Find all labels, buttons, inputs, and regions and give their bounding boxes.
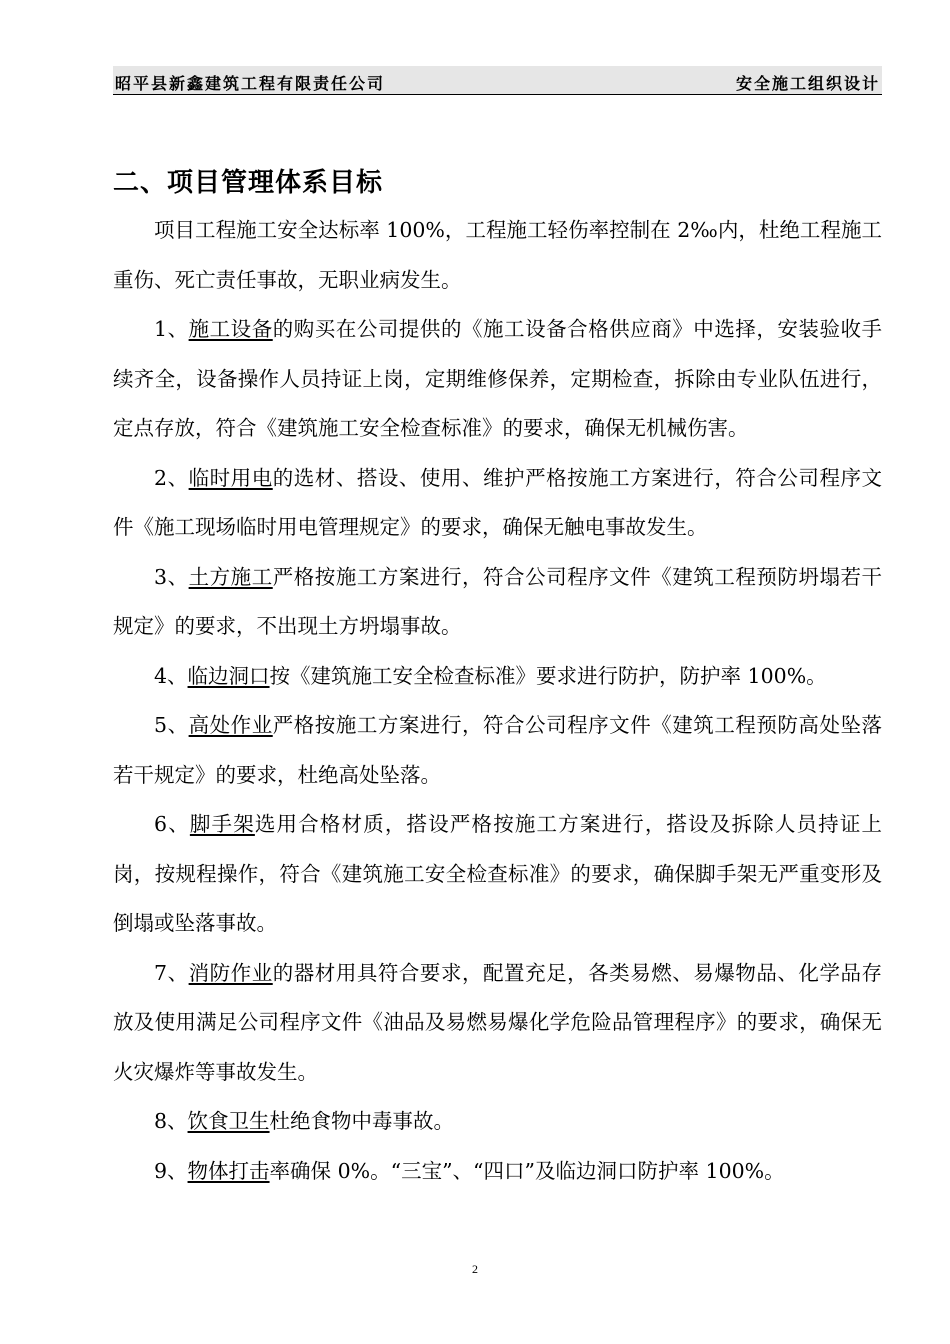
item-term: 饮食卫生 (187, 1109, 270, 1133)
item-term: 物体打击 (187, 1158, 270, 1183)
item-term: 土方施工 (188, 564, 273, 589)
item-term: 脚手架 (189, 812, 255, 836)
list-item (113, 949, 882, 1098)
item-term: 临时用电 (188, 465, 273, 490)
item-text: 的购买在公司提供的《施工设备合格供应商》中选择，安装验收手续齐全，设备操作人员持证上岗，定期维修保养，定期检查，拆除由专业队伍进行，定点存放，符合《建筑施工安全检查标准》的要求，确保无机械伤害。 (113, 317, 883, 440)
list-item (113, 305, 882, 454)
item-number: 3、 (154, 564, 189, 589)
list-item (113, 800, 882, 949)
item-term: 临边洞口 (187, 663, 270, 688)
intro-paragraph: 项目工程施工安全达标率 100%，工程施工轻伤率控制在 2‰内，杜绝工程施工重伤、死亡责任事故，无职业病发生。 (113, 218, 882, 292)
item-text: 杜绝食物中毒事故。 (269, 1109, 455, 1133)
item-text: 按《建筑施工安全检查标准》要求进行防护，防护率 100%。 (269, 663, 827, 688)
page-header (113, 66, 882, 95)
item-number: 2、 (154, 465, 189, 490)
item-text: 的器材用具符合要求，配置充足，各类易燃、易爆物品、化学品存放及使用满足公司程序文件《油品及易燃易爆化学危险品管理程序》的要求，确保无火灾爆炸等事故发生。 (113, 960, 883, 1084)
list-item (113, 1147, 882, 1197)
item-number: 8、 (154, 1109, 188, 1133)
item-number: 5、 (154, 713, 189, 737)
list-item (113, 1097, 882, 1147)
list-item (113, 553, 882, 652)
item-number: 1、 (154, 317, 189, 341)
item-number: 7、 (154, 960, 189, 985)
document-body (113, 206, 882, 1196)
item-number: 9、 (154, 1158, 188, 1183)
header-doc-title: 安全施工组织设计 (735, 74, 880, 93)
page-number: 2 (472, 1262, 478, 1276)
list-item (113, 701, 882, 800)
item-term: 高处作业 (188, 713, 273, 737)
item-term: 施工设备 (188, 317, 273, 341)
item-term: 消防作业 (188, 960, 273, 985)
item-number: 6、 (154, 812, 190, 836)
item-text: 选用合格材质，搭设严格按施工方案进行，搭设及拆除人员持证上岗，按规程操作，符合《建筑施工安全检查标准》的要求，确保脚手架无严重变形及倒塌或坠落事故。 (113, 812, 883, 935)
item-text: 的选材、搭设、使用、维护严格按施工方案进行，符合公司程序文件《施工现场临时用电管理规定》的要求，确保无触电事故发生。 (113, 465, 883, 539)
header-company: 昭平县新鑫建筑工程有限责任公司 (115, 74, 386, 93)
section-heading: 二、项目管理体系目标 (113, 168, 384, 198)
item-text: 严格按施工方案进行，符合公司程序文件《建筑工程预防坍塌若干规定》的要求，不出现土方坍塌事故。 (113, 564, 883, 638)
list-item (113, 454, 882, 553)
item-number: 4、 (154, 663, 188, 688)
list-item (113, 652, 882, 702)
item-text: 率确保 0%。“三宝”、“四口”及临边洞口防护率 100%。 (269, 1158, 785, 1183)
item-text: 严格按施工方案进行，符合公司程序文件《建筑工程预防高处坠落若干规定》的要求，杜绝高处坠落。 (113, 713, 883, 787)
